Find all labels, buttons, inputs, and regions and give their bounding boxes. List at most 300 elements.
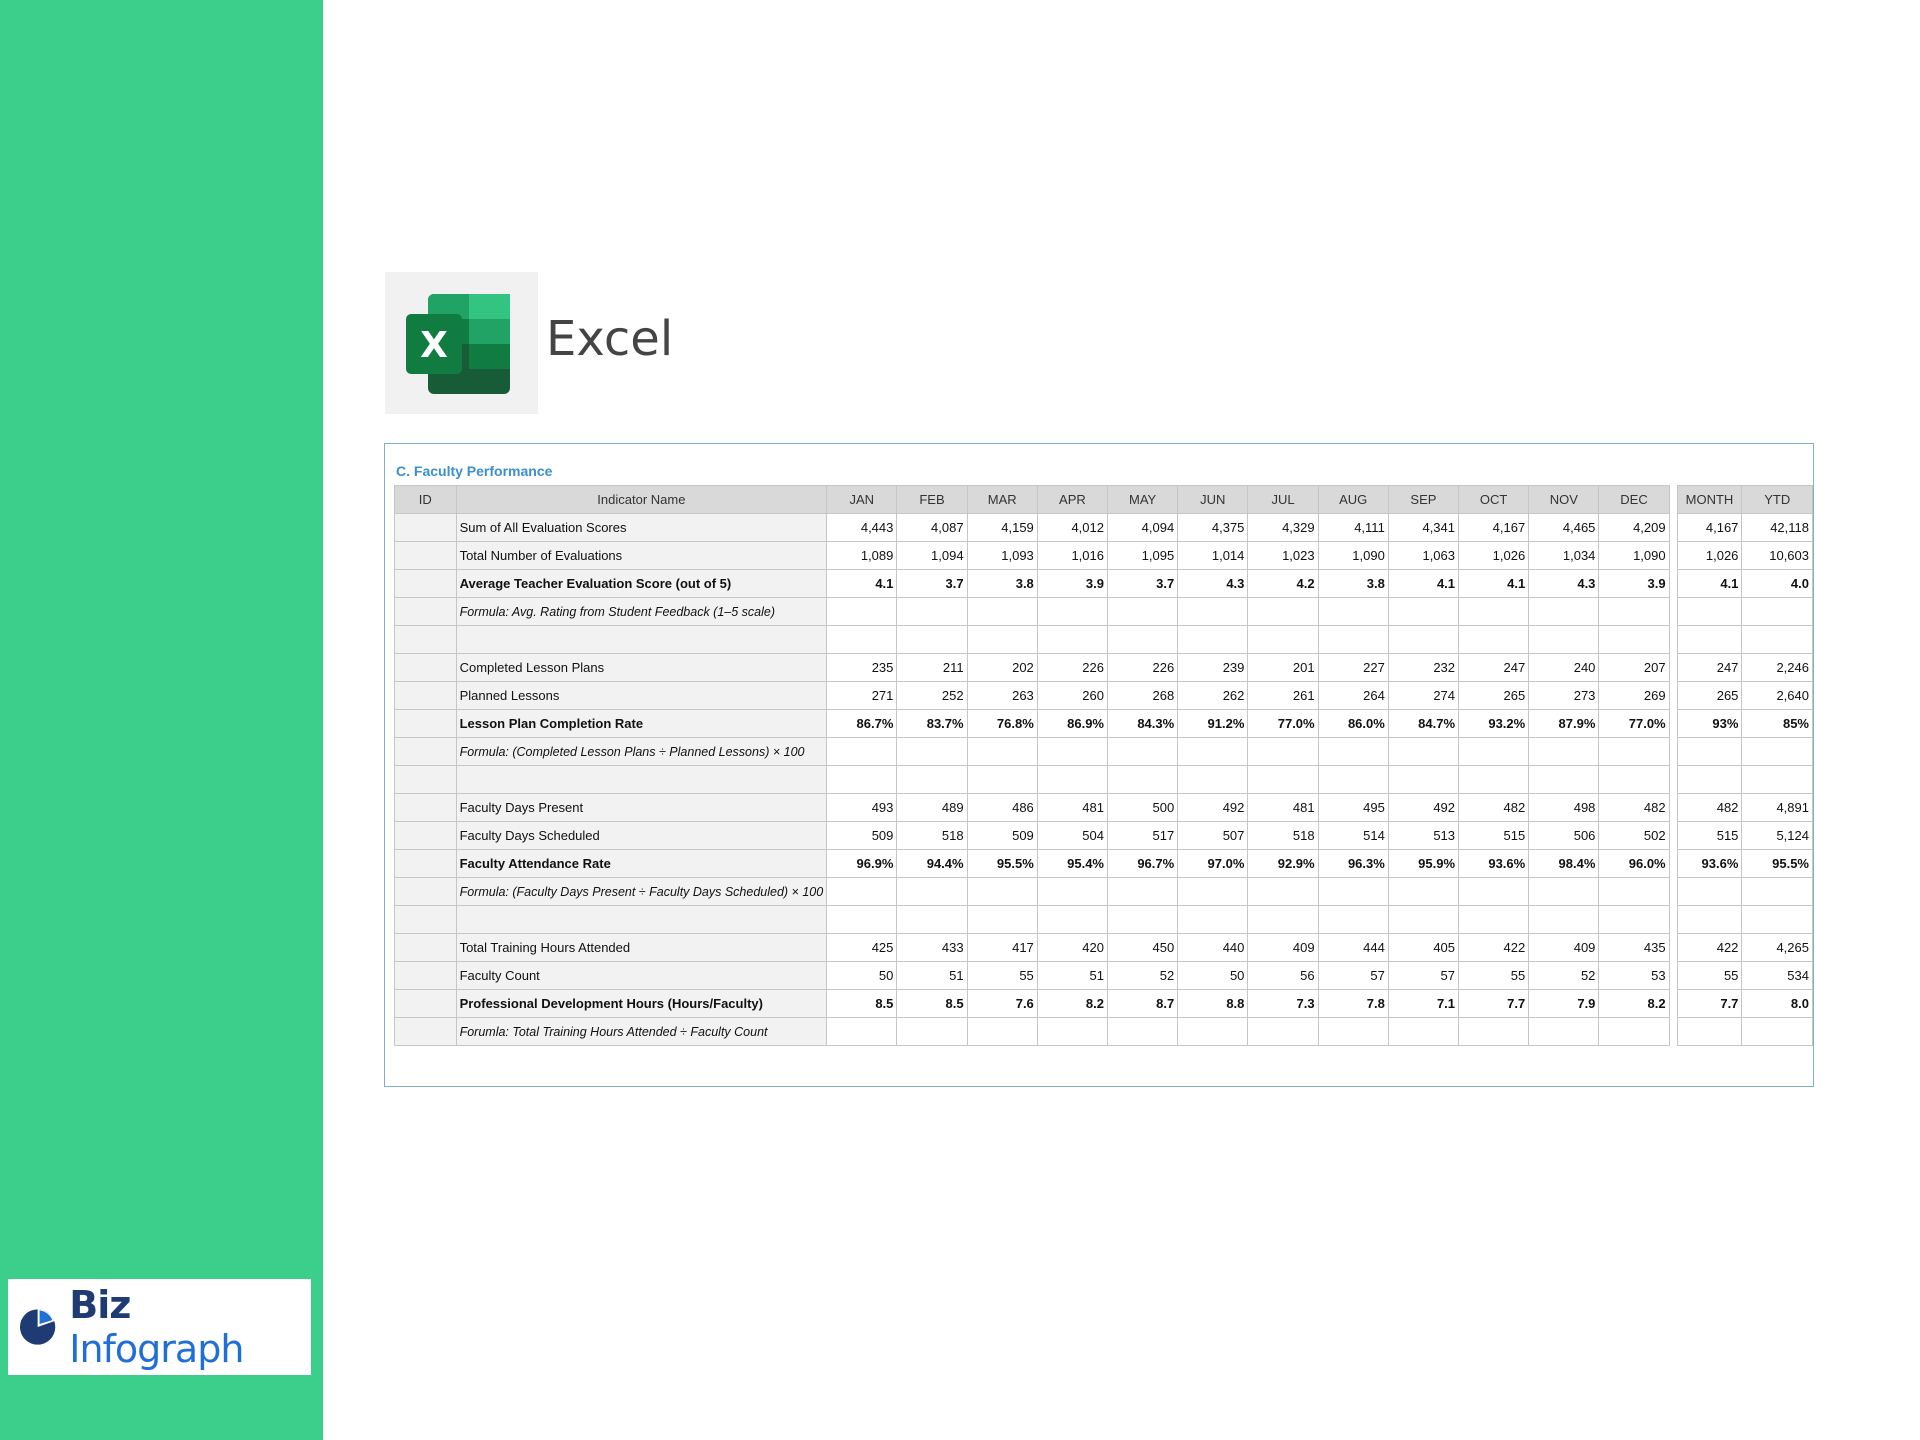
indicator-name-cell: Lesson Plan Completion Rate (456, 710, 827, 738)
month-value-cell: 4,341 (1388, 514, 1458, 542)
month-value-cell (827, 598, 897, 626)
month-value-cell: 440 (1178, 934, 1248, 962)
month-value-cell (1318, 878, 1388, 906)
month-total-cell: 93.6% (1677, 850, 1742, 878)
col-header-jan: JAN (827, 486, 897, 514)
month-value-cell: 8.2 (1037, 990, 1107, 1018)
month-value-cell: 98.4% (1529, 850, 1599, 878)
id-cell (395, 794, 457, 822)
indicator-name-cell: Formula: (Completed Lesson Plans ÷ Planned Lessons) × 100 (456, 738, 827, 766)
col-header-dec: DEC (1599, 486, 1669, 514)
month-value-cell (1108, 878, 1178, 906)
month-value-cell: 4,094 (1108, 514, 1178, 542)
month-value-cell: 263 (967, 682, 1037, 710)
month-value-cell (1599, 878, 1669, 906)
month-value-cell: 509 (827, 822, 897, 850)
ytd-total-cell: 42,118 (1742, 514, 1813, 542)
col-header-id: ID (395, 486, 457, 514)
month-value-cell (1108, 598, 1178, 626)
month-value-cell: 1,095 (1108, 542, 1178, 570)
brand-logo (8, 1279, 311, 1375)
month-value-cell: 486 (967, 794, 1037, 822)
month-value-cell (1599, 1018, 1669, 1046)
month-value-cell: 51 (1037, 962, 1107, 990)
month-value-cell: 1,093 (967, 542, 1037, 570)
ytd-total-cell: 4.0 (1742, 570, 1813, 598)
month-value-cell: 262 (1178, 682, 1248, 710)
month-value-cell: 481 (1248, 794, 1318, 822)
month-value-cell (1388, 1018, 1458, 1046)
month-value-cell (1388, 878, 1458, 906)
sidebar (0, 0, 323, 1440)
table-row (395, 794, 1813, 822)
month-value-cell: 93.6% (1459, 850, 1529, 878)
month-value-cell (1248, 738, 1318, 766)
ytd-total-cell (1742, 626, 1813, 654)
month-value-cell (1459, 766, 1529, 794)
month-value-cell (1529, 878, 1599, 906)
month-value-cell: 425 (827, 934, 897, 962)
month-value-cell (1248, 598, 1318, 626)
column-gap (1669, 514, 1677, 542)
month-value-cell: 94.4% (897, 850, 967, 878)
month-value-cell: 52 (1529, 962, 1599, 990)
month-value-cell: 502 (1599, 822, 1669, 850)
month-value-cell: 8.2 (1599, 990, 1669, 1018)
month-value-cell: 240 (1529, 654, 1599, 682)
column-gap (1669, 542, 1677, 570)
month-value-cell (1318, 738, 1388, 766)
column-gap (1669, 598, 1677, 626)
month-value-cell: 518 (897, 822, 967, 850)
month-value-cell: 265 (1459, 682, 1529, 710)
month-value-cell (1178, 1018, 1248, 1046)
table-row (395, 934, 1813, 962)
month-value-cell: 409 (1248, 934, 1318, 962)
month-value-cell: 4.3 (1529, 570, 1599, 598)
month-value-cell: 93.2% (1459, 710, 1529, 738)
month-value-cell: 514 (1318, 822, 1388, 850)
month-value-cell (827, 626, 897, 654)
col-header-mar: MAR (967, 486, 1037, 514)
month-value-cell (1037, 906, 1107, 934)
month-value-cell: 4.1 (1388, 570, 1458, 598)
col-header-month: MONTH (1677, 486, 1742, 514)
month-total-cell (1677, 738, 1742, 766)
month-value-cell: 1,034 (1529, 542, 1599, 570)
month-value-cell: 91.2% (1178, 710, 1248, 738)
month-value-cell: 57 (1388, 962, 1458, 990)
month-value-cell: 8.5 (827, 990, 897, 1018)
col-header-jul: JUL (1248, 486, 1318, 514)
table-row (395, 514, 1813, 542)
month-value-cell: 8.7 (1108, 990, 1178, 1018)
excel-logo-letter: X (420, 325, 448, 366)
month-value-cell: 8.5 (897, 990, 967, 1018)
column-gap (1669, 906, 1677, 934)
month-value-cell: 1,063 (1388, 542, 1458, 570)
header-row (395, 486, 1813, 514)
month-value-cell (1037, 1018, 1107, 1046)
excel-logo-icon (406, 294, 514, 394)
id-cell (395, 1018, 457, 1046)
column-gap (1669, 486, 1677, 514)
id-cell (395, 990, 457, 1018)
month-value-cell: 3.9 (1037, 570, 1107, 598)
indicator-name-cell: Faculty Count (456, 962, 827, 990)
month-value-cell (1248, 766, 1318, 794)
month-value-cell (967, 766, 1037, 794)
col-header-sep: SEP (1388, 486, 1458, 514)
month-value-cell: 7.9 (1529, 990, 1599, 1018)
month-total-cell (1677, 766, 1742, 794)
month-value-cell (1178, 766, 1248, 794)
month-value-cell (967, 626, 1037, 654)
month-value-cell (1248, 626, 1318, 654)
ytd-total-cell (1742, 906, 1813, 934)
month-value-cell (1388, 906, 1458, 934)
ytd-total-cell: 2,640 (1742, 682, 1813, 710)
month-total-cell (1677, 626, 1742, 654)
col-header-oct: OCT (1459, 486, 1529, 514)
column-gap (1669, 962, 1677, 990)
month-value-cell: 52 (1108, 962, 1178, 990)
month-value-cell (1529, 626, 1599, 654)
month-value-cell: 239 (1178, 654, 1248, 682)
month-value-cell: 4.2 (1248, 570, 1318, 598)
month-value-cell (827, 878, 897, 906)
month-value-cell (1108, 1018, 1178, 1046)
month-value-cell: 4,087 (897, 514, 967, 542)
col-header-aug: AUG (1318, 486, 1388, 514)
ytd-total-cell: 4,891 (1742, 794, 1813, 822)
month-value-cell: 92.9% (1248, 850, 1318, 878)
month-value-cell (1459, 598, 1529, 626)
month-value-cell: 481 (1037, 794, 1107, 822)
month-value-cell: 422 (1459, 934, 1529, 962)
spacer-row (395, 766, 1813, 794)
month-value-cell: 4,375 (1178, 514, 1248, 542)
month-value-cell (1459, 626, 1529, 654)
indicator-name-cell (456, 766, 827, 794)
month-value-cell: 50 (1178, 962, 1248, 990)
month-value-cell (1318, 766, 1388, 794)
month-value-cell (897, 906, 967, 934)
month-value-cell: 97.0% (1178, 850, 1248, 878)
month-value-cell (1037, 626, 1107, 654)
month-total-cell: 4,167 (1677, 514, 1742, 542)
month-value-cell (1318, 626, 1388, 654)
id-cell (395, 626, 457, 654)
id-cell (395, 542, 457, 570)
month-value-cell: 3.8 (967, 570, 1037, 598)
month-value-cell: 509 (967, 822, 1037, 850)
month-value-cell: 207 (1599, 654, 1669, 682)
col-header-apr: APR (1037, 486, 1107, 514)
month-value-cell: 4.1 (1459, 570, 1529, 598)
id-cell (395, 514, 457, 542)
id-cell (395, 682, 457, 710)
month-value-cell (1529, 1018, 1599, 1046)
month-value-cell: 3.7 (897, 570, 967, 598)
col-header-name: Indicator Name (456, 486, 827, 514)
column-gap (1669, 1018, 1677, 1046)
month-value-cell: 8.8 (1178, 990, 1248, 1018)
month-value-cell: 260 (1037, 682, 1107, 710)
month-value-cell: 77.0% (1599, 710, 1669, 738)
month-value-cell: 4,209 (1599, 514, 1669, 542)
indicator-name-cell (456, 906, 827, 934)
month-value-cell: 96.0% (1599, 850, 1669, 878)
month-value-cell (1388, 738, 1458, 766)
month-value-cell (1599, 626, 1669, 654)
indicator-name-cell: Total Training Hours Attended (456, 934, 827, 962)
month-value-cell: 492 (1388, 794, 1458, 822)
month-value-cell (1459, 906, 1529, 934)
month-value-cell: 7.8 (1318, 990, 1388, 1018)
ytd-total-cell: 10,603 (1742, 542, 1813, 570)
month-value-cell: 4,465 (1529, 514, 1599, 542)
month-value-cell: 87.9% (1529, 710, 1599, 738)
month-value-cell (827, 906, 897, 934)
month-value-cell: 500 (1108, 794, 1178, 822)
month-value-cell: 7.7 (1459, 990, 1529, 1018)
month-value-cell (1178, 906, 1248, 934)
month-value-cell: 513 (1388, 822, 1458, 850)
id-cell (395, 878, 457, 906)
month-value-cell: 4,111 (1318, 514, 1388, 542)
month-value-cell (1318, 1018, 1388, 1046)
month-value-cell: 7.6 (967, 990, 1037, 1018)
month-value-cell: 4,012 (1037, 514, 1107, 542)
ytd-total-cell (1742, 738, 1813, 766)
formula-row (395, 738, 1813, 766)
indicator-name-cell: Planned Lessons (456, 682, 827, 710)
formula-row (395, 1018, 1813, 1046)
column-gap (1669, 626, 1677, 654)
month-value-cell: 4,443 (827, 514, 897, 542)
col-header-jun: JUN (1178, 486, 1248, 514)
month-total-cell (1677, 1018, 1742, 1046)
column-gap (1669, 794, 1677, 822)
month-value-cell: 420 (1037, 934, 1107, 962)
id-cell (395, 934, 457, 962)
column-gap (1669, 710, 1677, 738)
month-value-cell: 517 (1108, 822, 1178, 850)
month-value-cell: 4,329 (1248, 514, 1318, 542)
month-value-cell: 57 (1318, 962, 1388, 990)
ytd-total-cell: 5,124 (1742, 822, 1813, 850)
month-value-cell (1529, 598, 1599, 626)
id-cell (395, 766, 457, 794)
month-value-cell: 226 (1108, 654, 1178, 682)
month-value-cell: 95.5% (967, 850, 1037, 878)
month-value-cell: 444 (1318, 934, 1388, 962)
col-header-may: MAY (1108, 486, 1178, 514)
month-value-cell: 4,167 (1459, 514, 1529, 542)
month-value-cell: 1,014 (1178, 542, 1248, 570)
month-value-cell: 515 (1459, 822, 1529, 850)
column-gap (1669, 878, 1677, 906)
month-value-cell: 83.7% (897, 710, 967, 738)
month-value-cell: 226 (1037, 654, 1107, 682)
month-value-cell (967, 1018, 1037, 1046)
month-value-cell: 3.8 (1318, 570, 1388, 598)
month-value-cell: 96.9% (827, 850, 897, 878)
month-value-cell: 271 (827, 682, 897, 710)
month-value-cell: 201 (1248, 654, 1318, 682)
month-value-cell (1037, 878, 1107, 906)
month-value-cell: 96.7% (1108, 850, 1178, 878)
id-cell (395, 906, 457, 934)
month-value-cell: 409 (1529, 934, 1599, 962)
month-value-cell (1599, 906, 1669, 934)
month-value-cell (897, 878, 967, 906)
month-value-cell (897, 1018, 967, 1046)
month-value-cell: 202 (967, 654, 1037, 682)
brand-word-2: Infograph (69, 1327, 244, 1371)
month-value-cell: 76.8% (967, 710, 1037, 738)
month-total-cell: 482 (1677, 794, 1742, 822)
month-total-cell: 422 (1677, 934, 1742, 962)
month-value-cell (1529, 738, 1599, 766)
month-value-cell: 493 (827, 794, 897, 822)
col-header-nov: NOV (1529, 486, 1599, 514)
month-total-cell: 515 (1677, 822, 1742, 850)
month-total-cell: 7.7 (1677, 990, 1742, 1018)
month-value-cell (1388, 626, 1458, 654)
spacer-row (395, 626, 1813, 654)
month-value-cell (1037, 766, 1107, 794)
month-value-cell: 417 (967, 934, 1037, 962)
month-value-cell (1248, 1018, 1318, 1046)
month-value-cell: 4,159 (967, 514, 1037, 542)
ytd-total-cell (1742, 598, 1813, 626)
ytd-total-cell: 2,246 (1742, 654, 1813, 682)
id-cell (395, 822, 457, 850)
month-value-cell (1108, 626, 1178, 654)
section-title: C. Faculty Performance (396, 463, 553, 479)
ytd-total-cell: 85% (1742, 710, 1813, 738)
month-value-cell: 84.7% (1388, 710, 1458, 738)
table-row (395, 682, 1813, 710)
month-total-cell: 265 (1677, 682, 1742, 710)
month-value-cell: 50 (827, 962, 897, 990)
id-cell (395, 850, 457, 878)
id-cell (395, 738, 457, 766)
month-value-cell: 261 (1248, 682, 1318, 710)
month-total-cell: 4.1 (1677, 570, 1742, 598)
col-header-feb: FEB (897, 486, 967, 514)
month-value-cell: 273 (1529, 682, 1599, 710)
indicator-name-cell: Faculty Attendance Rate (456, 850, 827, 878)
month-value-cell: 482 (1459, 794, 1529, 822)
month-value-cell (1459, 1018, 1529, 1046)
month-value-cell: 247 (1459, 654, 1529, 682)
column-gap (1669, 654, 1677, 682)
month-value-cell (1318, 598, 1388, 626)
column-gap (1669, 766, 1677, 794)
month-value-cell: 77.0% (1248, 710, 1318, 738)
month-value-cell: 495 (1318, 794, 1388, 822)
month-value-cell: 435 (1599, 934, 1669, 962)
table-row (395, 822, 1813, 850)
faculty-performance-panel (384, 443, 1814, 1087)
month-value-cell: 450 (1108, 934, 1178, 962)
indicator-name-cell: Completed Lesson Plans (456, 654, 827, 682)
month-value-cell (1178, 738, 1248, 766)
month-value-cell (1108, 766, 1178, 794)
indicator-name-cell (456, 626, 827, 654)
spacer-row (395, 906, 1813, 934)
month-value-cell: 1,090 (1599, 542, 1669, 570)
month-value-cell (1599, 766, 1669, 794)
month-value-cell (1388, 766, 1458, 794)
column-gap (1669, 738, 1677, 766)
col-header-ytd: YTD (1742, 486, 1813, 514)
month-value-cell (1599, 598, 1669, 626)
month-value-cell: 492 (1178, 794, 1248, 822)
ytd-total-cell: 534 (1742, 962, 1813, 990)
column-gap (1669, 570, 1677, 598)
month-value-cell: 3.7 (1108, 570, 1178, 598)
id-cell (395, 598, 457, 626)
ytd-total-cell (1742, 766, 1813, 794)
month-value-cell (1248, 906, 1318, 934)
brand-word-1: Biz (69, 1283, 131, 1327)
month-value-cell (827, 766, 897, 794)
month-value-cell: 1,016 (1037, 542, 1107, 570)
month-value-cell: 489 (897, 794, 967, 822)
ytd-total-cell: 8.0 (1742, 990, 1813, 1018)
month-total-cell (1677, 598, 1742, 626)
month-value-cell: 56 (1248, 962, 1318, 990)
month-value-cell (1529, 766, 1599, 794)
table-row (395, 654, 1813, 682)
indicator-name-cell: Professional Development Hours (Hours/Faculty) (456, 990, 827, 1018)
column-gap (1669, 850, 1677, 878)
month-total-cell: 55 (1677, 962, 1742, 990)
month-value-cell (1108, 738, 1178, 766)
ytd-total-cell: 4,265 (1742, 934, 1813, 962)
ytd-total-cell (1742, 1018, 1813, 1046)
indicator-name-cell: Forumla: Total Training Hours Attended ÷ Faculty Count (456, 1018, 827, 1046)
month-value-cell (827, 1018, 897, 1046)
month-value-cell: 504 (1037, 822, 1107, 850)
month-value-cell: 55 (1459, 962, 1529, 990)
month-value-cell: 55 (967, 962, 1037, 990)
month-value-cell: 86.7% (827, 710, 897, 738)
month-value-cell: 1,094 (897, 542, 967, 570)
indicator-name-cell: Total Number of Evaluations (456, 542, 827, 570)
month-value-cell: 498 (1529, 794, 1599, 822)
month-value-cell (897, 626, 967, 654)
month-value-cell: 3.9 (1599, 570, 1669, 598)
month-value-cell: 1,089 (827, 542, 897, 570)
ytd-total-cell: 95.5% (1742, 850, 1813, 878)
month-value-cell: 95.9% (1388, 850, 1458, 878)
month-value-cell: 1,026 (1459, 542, 1529, 570)
month-value-cell (967, 878, 1037, 906)
pie-chart-icon (18, 1307, 57, 1347)
indicator-name-cell: Formula: Avg. Rating from Student Feedback (1–5 scale) (456, 598, 827, 626)
month-value-cell: 252 (897, 682, 967, 710)
table-row (395, 542, 1813, 570)
month-value-cell: 433 (897, 934, 967, 962)
table-row (395, 962, 1813, 990)
indicator-name-cell: Sum of All Evaluation Scores (456, 514, 827, 542)
month-value-cell: 96.3% (1318, 850, 1388, 878)
